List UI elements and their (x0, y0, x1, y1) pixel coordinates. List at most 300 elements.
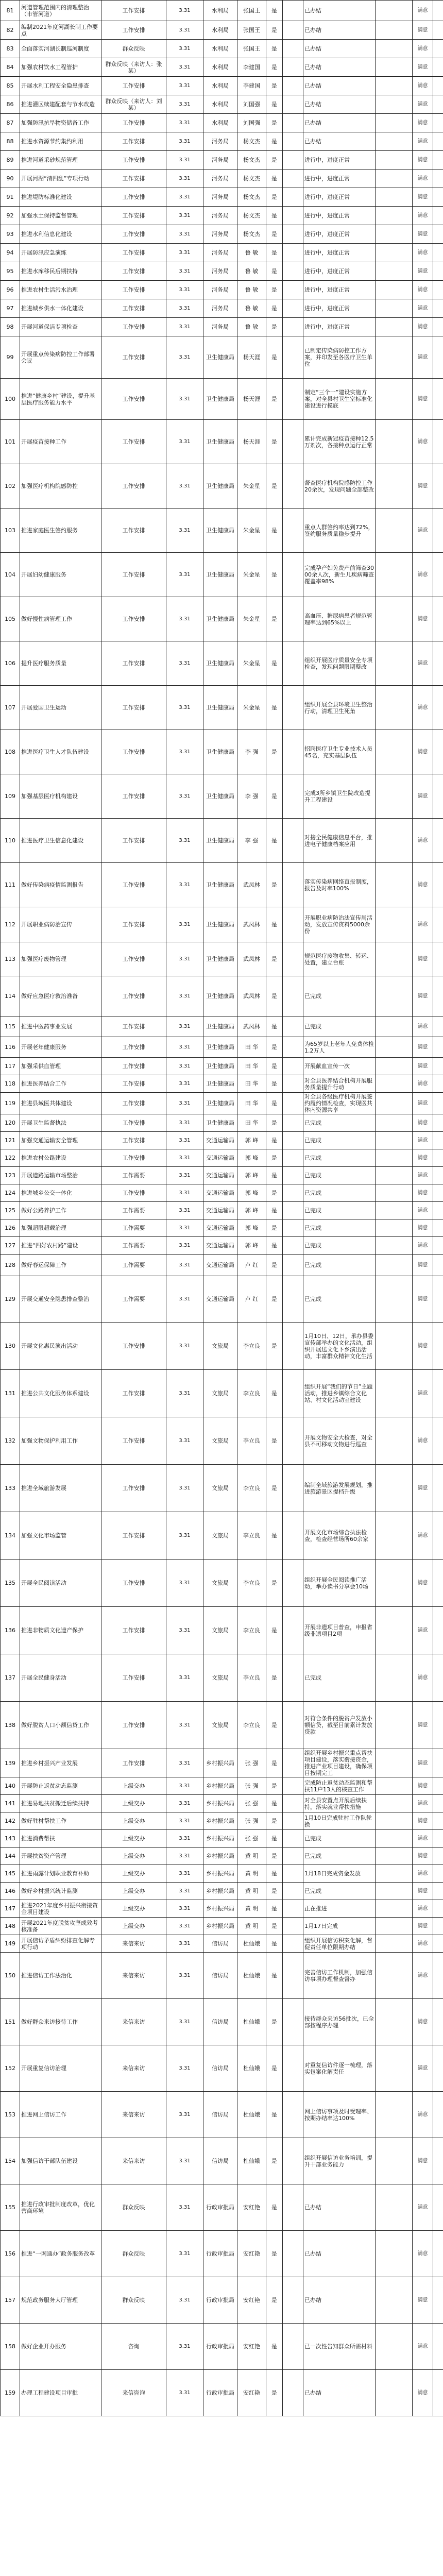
cell-note (433, 379, 443, 420)
cell-empty1 (283, 1654, 303, 1702)
cell-lead: 李立良 (237, 1512, 266, 1560)
cell-basis: 工作安排 (101, 641, 166, 686)
cell-dept: 乡村振兴局 (203, 1795, 237, 1812)
cell-note (433, 299, 443, 318)
cell-sat: 满意 (413, 1237, 433, 1255)
cell-yes: 是 (266, 318, 283, 336)
cell-dept: 乡村振兴局 (203, 1883, 237, 1900)
cell-task: 推进“健康乡村”建设，提升基层医疗服务能力水平 (20, 379, 101, 420)
cell-result (376, 976, 413, 1016)
cell-lead: 杜仙娥 (237, 2092, 266, 2138)
cell-task: 加强医疗废物管理 (20, 942, 101, 976)
cell-empty1 (283, 1417, 303, 1465)
cell-empty1 (283, 1865, 303, 1883)
cell-done: 开展职业病防治法宣传周活动，发放宣传资料5000余份 (303, 907, 376, 942)
cell-done: 督查医疗机构院感防控工作20余次，发现问题全部整改 (303, 464, 376, 509)
cell-sat: 满意 (413, 281, 433, 299)
cell-basis: 群众反映（来访人：张某） (101, 58, 166, 77)
cell-yes: 是 (266, 942, 283, 976)
cell-basis: 上级交办 (101, 1830, 166, 1848)
cell-sat: 满意 (413, 1167, 433, 1184)
cell-yes: 是 (266, 976, 283, 1016)
cell-empty1 (283, 1918, 303, 1935)
cell-dept: 文旅局 (203, 1465, 237, 1512)
cell-lead: 鲁 敏 (237, 318, 266, 336)
cell-note (433, 1900, 443, 1918)
cell-sat: 满意 (413, 1848, 433, 1865)
cell-result (376, 1900, 413, 1918)
cell-sat: 满意 (413, 336, 433, 379)
cell-empty1 (283, 1370, 303, 1417)
cell-no: 142 (1, 1812, 20, 1830)
cell-dept: 文旅局 (203, 1607, 237, 1654)
cell-result (376, 2138, 413, 2184)
cell-lead: 杜仙娥 (237, 1935, 266, 1953)
cell-no: 103 (1, 509, 20, 553)
cell-yes: 是 (266, 1093, 283, 1114)
cell-result (376, 1323, 413, 1370)
cell-date: 3.31 (166, 1702, 203, 1749)
cell-date: 3.31 (166, 1935, 203, 1953)
cell-done: 已完成 (303, 1114, 376, 1132)
cell-date: 3.31 (166, 863, 203, 907)
cell-date: 3.31 (166, 1900, 203, 1918)
cell-lead: 张 强 (237, 1812, 266, 1830)
cell-sat: 满意 (413, 379, 433, 420)
table-row (1, 1, 443, 21)
cell-yes: 是 (266, 1935, 283, 1953)
table-row (1, 1219, 443, 1237)
cell-empty1 (283, 1812, 303, 1830)
cell-basis: 工作安排 (101, 132, 166, 151)
cell-note (433, 1607, 443, 1654)
cell-note (433, 132, 443, 151)
cell-yes: 是 (266, 1, 283, 21)
cell-lead: 李建国 (237, 77, 266, 95)
table-row (1, 464, 443, 509)
cell-dept: 文旅局 (203, 1417, 237, 1465)
cell-done: 已办结 (303, 2184, 376, 2231)
cell-date: 3.31 (166, 1777, 203, 1795)
cell-sat: 满意 (413, 2277, 433, 2324)
cell-no: 115 (1, 1016, 20, 1037)
cell-no: 150 (1, 1953, 20, 1999)
cell-dept: 河务局 (203, 151, 237, 170)
cell-lead: 李立良 (237, 1702, 266, 1749)
cell-task: 加强农村饮水工程管护 (20, 58, 101, 77)
cell-note (433, 420, 443, 464)
cell-sat: 满意 (413, 2324, 433, 2370)
cell-sat: 满意 (413, 1114, 433, 1132)
cell-sat: 满意 (413, 1512, 433, 1560)
table-row (1, 1093, 443, 1114)
cell-yes: 是 (266, 553, 283, 597)
cell-dept: 卫生健康局 (203, 976, 237, 1016)
cell-result (376, 907, 413, 942)
cell-dept: 交通运输局 (203, 1167, 237, 1184)
cell-note (433, 244, 443, 262)
cell-task: 推进医疗卫生人才队伍建设 (20, 730, 101, 774)
cell-date: 3.31 (166, 774, 203, 819)
cell-note (433, 262, 443, 281)
cell-yes: 是 (266, 77, 283, 95)
cell-dept: 乡村振兴局 (203, 1848, 237, 1865)
cell-empty1 (283, 1219, 303, 1237)
cell-note (433, 641, 443, 686)
cell-lead: 杨文杰 (237, 151, 266, 170)
cell-task: 推进堤防标准化建设 (20, 188, 101, 207)
cell-sat: 满意 (413, 1865, 433, 1883)
cell-date: 3.31 (166, 114, 203, 132)
cell-no: 81 (1, 1, 20, 21)
cell-note (433, 2370, 443, 2416)
cell-note (433, 1132, 443, 1149)
cell-done: 网上信访事项及时受理率、按期办结率达100% (303, 2092, 376, 2138)
cell-result (376, 1167, 413, 1184)
cell-date: 3.31 (166, 1812, 203, 1830)
cell-empty1 (283, 1935, 303, 1953)
cell-empty1 (283, 1848, 303, 1865)
cell-task: 做好公路养护工作 (20, 1202, 101, 1219)
cell-sat: 满意 (413, 1, 433, 21)
cell-task: 提升医疗服务质量 (20, 641, 101, 686)
cell-yes: 是 (266, 1883, 283, 1900)
cell-note (433, 1512, 443, 1560)
cell-result (376, 730, 413, 774)
cell-yes: 是 (266, 40, 283, 58)
cell-done: 进行中，进度正常 (303, 299, 376, 318)
cell-sat: 满意 (413, 299, 433, 318)
table-row (1, 1654, 443, 1702)
cell-result (376, 1417, 413, 1465)
cell-task: 加强防汛抗旱物资储备工作 (20, 114, 101, 132)
cell-sat: 满意 (413, 730, 433, 774)
cell-task: 开展河道保洁专项检查 (20, 318, 101, 336)
cell-dept: 河务局 (203, 188, 237, 207)
cell-yes: 是 (266, 262, 283, 281)
cell-result (376, 509, 413, 553)
cell-done: 已完成 (303, 1184, 376, 1202)
cell-sat: 满意 (413, 77, 433, 95)
cell-empty1 (283, 1, 303, 21)
cell-basis: 工作安排 (101, 1654, 166, 1702)
cell-result (376, 1654, 413, 1702)
cell-no: 98 (1, 318, 20, 336)
table-row (1, 1202, 443, 1219)
cell-no: 92 (1, 207, 20, 225)
cell-lead: 武凤林 (237, 942, 266, 976)
cell-result (376, 1132, 413, 1149)
cell-no: 136 (1, 1607, 20, 1654)
table-row (1, 1465, 443, 1512)
cell-note (433, 2231, 443, 2277)
cell-basis: 工作安排 (101, 170, 166, 188)
cell-done: 落实传染病网络直报制度，报告及时率100% (303, 863, 376, 907)
cell-date: 3.31 (166, 281, 203, 299)
table-row (1, 114, 443, 132)
cell-sat: 满意 (413, 1037, 433, 1058)
cell-result (376, 1276, 413, 1323)
cell-lead: 杨文杰 (237, 225, 266, 244)
cell-basis: 工作安排 (101, 774, 166, 819)
cell-task: 开展全民健身活动 (20, 1654, 101, 1702)
cell-yes: 是 (266, 1830, 283, 1848)
table-row (1, 1255, 443, 1276)
cell-note (433, 318, 443, 336)
cell-sat: 满意 (413, 1999, 433, 2045)
cell-lead: 武凤林 (237, 863, 266, 907)
cell-yes: 是 (266, 1132, 283, 1149)
cell-empty1 (283, 1037, 303, 1058)
cell-result (376, 464, 413, 509)
cell-note (433, 151, 443, 170)
cell-date: 3.31 (166, 318, 203, 336)
cell-date: 3.31 (166, 1149, 203, 1167)
cell-yes: 是 (266, 2138, 283, 2184)
table-row (1, 1812, 443, 1830)
cell-task: 开展重点传染病防控工作部署会议 (20, 336, 101, 379)
cell-done: 已完成 (303, 1237, 376, 1255)
cell-dept: 乡村振兴局 (203, 1900, 237, 1918)
cell-dept: 水利局 (203, 21, 237, 40)
cell-note (433, 1883, 443, 1900)
cell-basis: 工作安排 (101, 1132, 166, 1149)
cell-yes: 是 (266, 1237, 283, 1255)
cell-done: 制定“三个一”建设实施方案，对全县村卫生室标准化建设进行摸底 (303, 379, 376, 420)
table-row (1, 281, 443, 299)
cell-note (433, 2092, 443, 2138)
cell-result (376, 942, 413, 976)
cell-lead: 卢 红 (237, 1255, 266, 1276)
cell-note (433, 1093, 443, 1114)
cell-done: 已完成 (303, 976, 376, 1016)
cell-empty1 (283, 1058, 303, 1075)
cell-dept: 乡村振兴局 (203, 1777, 237, 1795)
cell-basis: 工作安排 (101, 318, 166, 336)
cell-no: 95 (1, 262, 20, 281)
table-row (1, 1607, 443, 1654)
cell-basis: 工作安排 (101, 114, 166, 132)
cell-basis: 工作安排 (101, 1016, 166, 1037)
cell-note (433, 1075, 443, 1093)
cell-result (376, 2092, 413, 2138)
cell-date: 3.31 (166, 1795, 203, 1812)
cell-empty1 (283, 976, 303, 1016)
cell-dept: 信访局 (203, 1953, 237, 1999)
cell-dept: 交通运输局 (203, 1184, 237, 1202)
table-row (1, 1237, 443, 1255)
cell-empty1 (283, 1795, 303, 1812)
cell-date: 3.31 (166, 1219, 203, 1237)
cell-yes: 是 (266, 225, 283, 244)
cell-basis: 咨询 (101, 2324, 166, 2370)
cell-dept: 水利局 (203, 58, 237, 77)
cell-no: 89 (1, 151, 20, 170)
table-row (1, 1560, 443, 1607)
cell-dept: 卫生健康局 (203, 1114, 237, 1132)
cell-done: 已办结 (303, 1, 376, 21)
cell-result (376, 336, 413, 379)
cell-note (433, 1702, 443, 1749)
cell-dept: 交通运输局 (203, 1219, 237, 1237)
cell-basis: 上级交办 (101, 1918, 166, 1935)
cell-yes: 是 (266, 1999, 283, 2045)
cell-result (376, 1219, 413, 1237)
cell-no: 143 (1, 1830, 20, 1848)
cell-sat: 满意 (413, 1058, 433, 1075)
cell-lead: 张 强 (237, 1795, 266, 1812)
cell-empty1 (283, 1132, 303, 1149)
cell-no: 93 (1, 225, 20, 244)
cell-yes: 是 (266, 2184, 283, 2231)
cell-basis: 工作安排 (101, 281, 166, 299)
cell-done: 已完成 (303, 1219, 376, 1237)
cell-yes: 是 (266, 1417, 283, 1465)
cell-done: 1月10日完成驻村工作队轮换 (303, 1812, 376, 1830)
cell-result (376, 686, 413, 730)
cell-yes: 是 (266, 907, 283, 942)
cell-done: 已办结 (303, 40, 376, 58)
cell-basis: 工作安排 (101, 336, 166, 379)
cell-basis: 工作安排 (101, 553, 166, 597)
cell-no: 126 (1, 1219, 20, 1237)
cell-basis: 上级交办 (101, 1812, 166, 1830)
cell-note (433, 553, 443, 597)
cell-empty1 (283, 1953, 303, 1999)
cell-lead: 张 强 (237, 1777, 266, 1795)
cell-task: 推进医养结合工作 (20, 1075, 101, 1093)
cell-result (376, 1255, 413, 1276)
cell-result (376, 2370, 413, 2416)
cell-note (433, 509, 443, 553)
cell-empty1 (283, 1167, 303, 1184)
cell-yes: 是 (266, 1953, 283, 1999)
cell-note (433, 976, 443, 1016)
cell-task: 加强文物保护利用工作 (20, 1417, 101, 1465)
cell-sat: 满意 (413, 1323, 433, 1370)
cell-no: 125 (1, 1202, 20, 1219)
cell-sat: 满意 (413, 21, 433, 40)
cell-lead: 李 强 (237, 774, 266, 819)
cell-no: 123 (1, 1167, 20, 1184)
cell-date: 3.31 (166, 1749, 203, 1777)
cell-basis: 工作安排 (101, 907, 166, 942)
cell-task: 推进“四好农村路”建设 (20, 1237, 101, 1255)
cell-no: 124 (1, 1184, 20, 1202)
cell-date: 3.31 (166, 1132, 203, 1149)
cell-sat: 满意 (413, 207, 433, 225)
cell-lead: 张国王 (237, 40, 266, 58)
cell-done: 累计完成新冠疫苗接种12.5万剂次，各接种点运行正常 (303, 420, 376, 464)
cell-task: 开展文化惠民演出活动 (20, 1323, 101, 1370)
cell-lead: 杜仙娥 (237, 2045, 266, 2092)
cell-yes: 是 (266, 863, 283, 907)
cell-basis: 工作安排 (101, 207, 166, 225)
table-row (1, 40, 443, 58)
cell-task: 推进雨露计划职业教育补助 (20, 1865, 101, 1883)
cell-result (376, 58, 413, 77)
cell-note (433, 2277, 443, 2324)
cell-empty1 (283, 1114, 303, 1132)
cell-dept: 河务局 (203, 225, 237, 244)
cell-date: 3.31 (166, 1465, 203, 1512)
cell-done: 组织开展信访积案化解，督促责任单位限期办结 (303, 1935, 376, 1953)
cell-no: 110 (1, 819, 20, 863)
cell-done: 组织开展全民阅读推广活动，举办读书分享会10场 (303, 1560, 376, 1607)
cell-no: 101 (1, 420, 20, 464)
cell-task: 推进公共文化服务体系建设 (20, 1370, 101, 1417)
cell-task: 推进中医药事业发展 (20, 1016, 101, 1037)
cell-note (433, 942, 443, 976)
cell-lead: 李 强 (237, 730, 266, 774)
cell-done: 进行中，进度正常 (303, 151, 376, 170)
cell-done: 已办结 (303, 58, 376, 77)
cell-no: 153 (1, 2092, 20, 2138)
cell-yes: 是 (266, 299, 283, 318)
cell-sat: 满意 (413, 907, 433, 942)
cell-note (433, 464, 443, 509)
cell-done: 已完成 (303, 1883, 376, 1900)
cell-lead: 武凤林 (237, 907, 266, 942)
cell-dept: 卫生健康局 (203, 942, 237, 976)
cell-lead: 杨文杰 (237, 132, 266, 151)
cell-lead: 杨天涯 (237, 336, 266, 379)
table-row (1, 641, 443, 686)
cell-note (433, 1058, 443, 1075)
table-row (1, 819, 443, 863)
table-row (1, 1512, 443, 1560)
cell-dept: 河务局 (203, 299, 237, 318)
cell-empty1 (283, 379, 303, 420)
cell-done: 已完成 (303, 1830, 376, 1848)
cell-no: 156 (1, 2231, 20, 2277)
cell-empty1 (283, 1184, 303, 1202)
cell-basis: 工作安排 (101, 1037, 166, 1058)
cell-result (376, 1075, 413, 1093)
table-row (1, 1417, 443, 1465)
cell-lead: 朱金星 (237, 597, 266, 641)
cell-yes: 是 (266, 1149, 283, 1167)
cell-yes: 是 (266, 1918, 283, 1935)
cell-task: 开展道路运输市场整治 (20, 1167, 101, 1184)
cell-date: 3.31 (166, 509, 203, 553)
cell-empty1 (283, 1560, 303, 1607)
cell-dept: 河务局 (203, 281, 237, 299)
cell-done: 已办结 (303, 2370, 376, 2416)
cell-basis: 工作安排 (101, 942, 166, 976)
cell-yes: 是 (266, 730, 283, 774)
cell-result (376, 40, 413, 58)
cell-empty1 (283, 1016, 303, 1037)
cell-sat: 满意 (413, 819, 433, 863)
table-row (1, 1953, 443, 1999)
cell-lead: 田 华 (237, 1075, 266, 1093)
cell-lead: 黄 明 (237, 1918, 266, 1935)
cell-no: 148 (1, 1918, 20, 1935)
cell-empty1 (283, 597, 303, 641)
cell-basis: 上级交办 (101, 1900, 166, 1918)
cell-yes: 是 (266, 1255, 283, 1276)
cell-result (376, 188, 413, 207)
cell-dept: 卫生健康局 (203, 336, 237, 379)
cell-basis: 群众反映 (101, 2277, 166, 2324)
cell-dept: 交通运输局 (203, 1132, 237, 1149)
cell-date: 3.31 (166, 1058, 203, 1075)
cell-no: 119 (1, 1093, 20, 1114)
cell-basis: 工作安排 (101, 1184, 166, 1202)
table-row (1, 379, 443, 420)
cell-lead: 刘国强 (237, 114, 266, 132)
